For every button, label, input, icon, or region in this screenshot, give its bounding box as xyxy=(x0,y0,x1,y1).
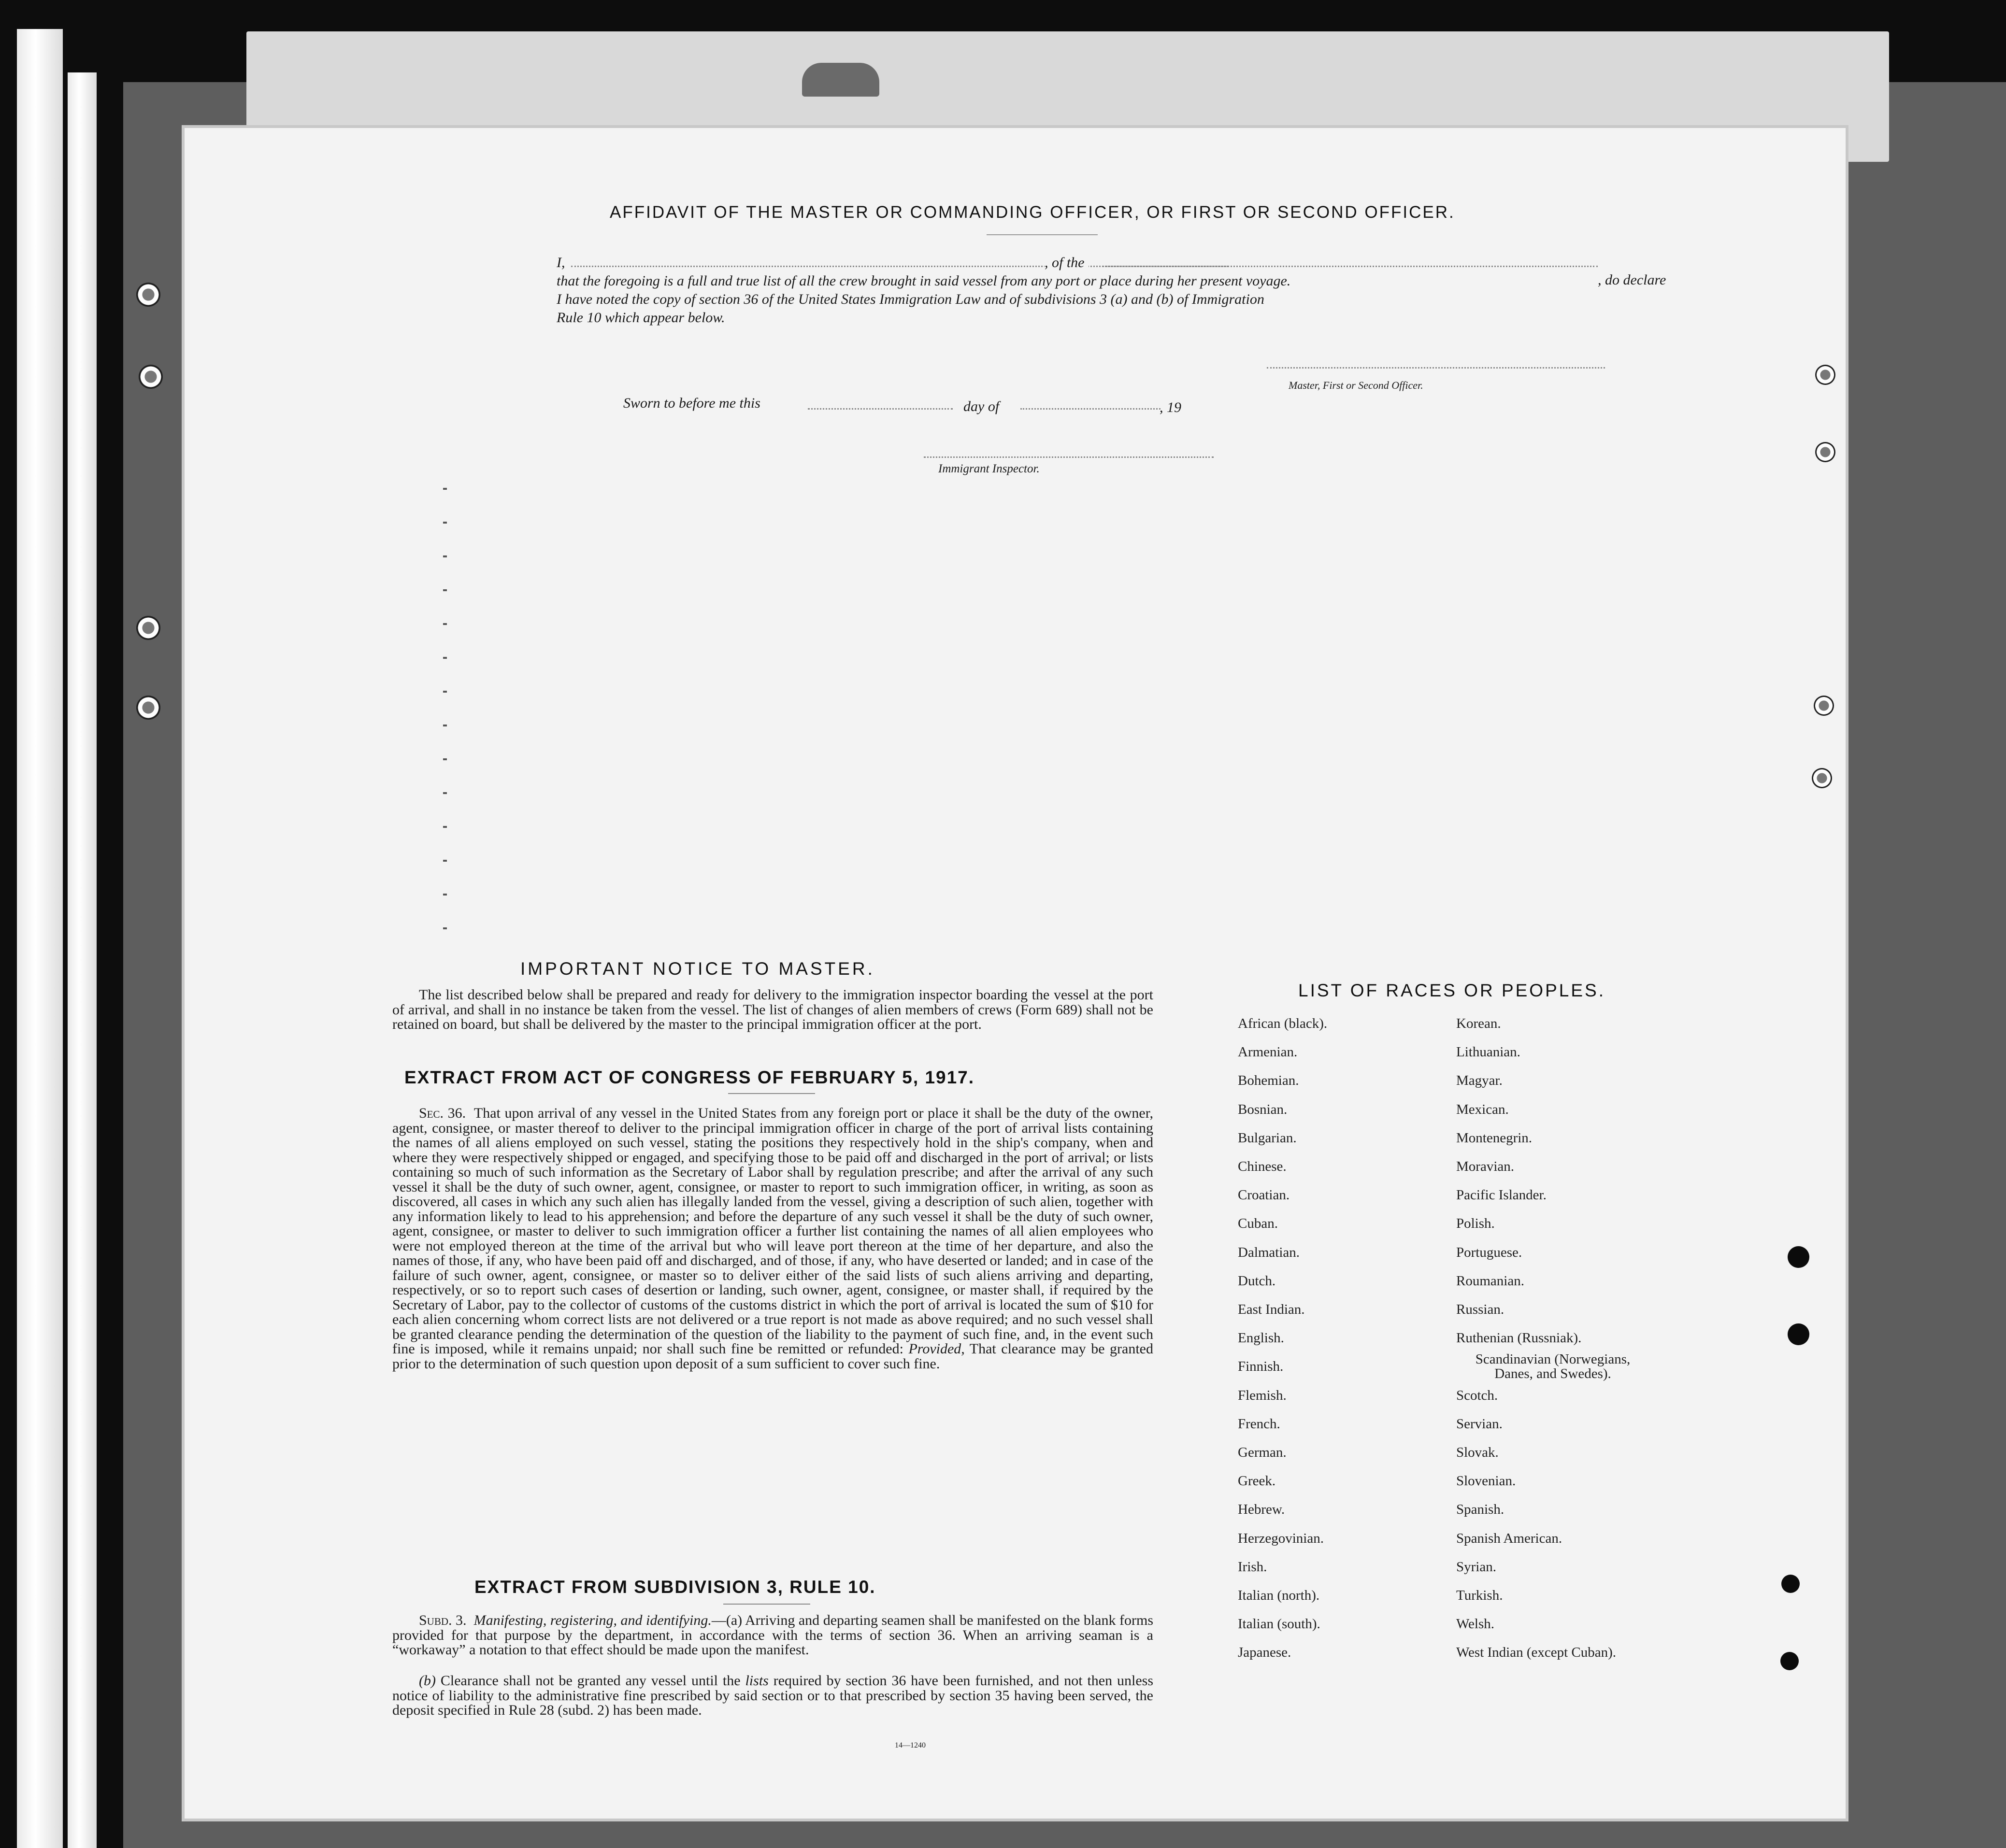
race-item: Lithuanian. xyxy=(1456,1044,1520,1060)
race-item: Hebrew. xyxy=(1238,1502,1285,1518)
part-a-text: Arriving and departing seamen shall be manifested on the blank forms provided for that purpose by the department, in accordance with the terms of section 36. When an arriving seaman is a “workaway” a notation to that effect should be made upon the manifest. xyxy=(392,1612,1153,1658)
race-item: Bosnian. xyxy=(1238,1101,1288,1117)
subd-label: Subd. 3. xyxy=(419,1612,467,1628)
part-a-label: —(a) xyxy=(711,1612,743,1628)
inspector-label: Immigrant Inspector. xyxy=(938,462,1040,475)
race-item: Polish. xyxy=(1456,1216,1495,1232)
race-item: Cuban. xyxy=(1238,1216,1278,1232)
ledger-tick xyxy=(443,826,447,828)
race-item: Pacific Islander. xyxy=(1456,1187,1547,1203)
ledger-tick xyxy=(443,758,447,760)
sworn-day-blank[interactable] xyxy=(808,408,953,410)
race-item: African (black). xyxy=(1238,1016,1328,1031)
race-item: Dutch. xyxy=(1238,1273,1276,1289)
punch-hole xyxy=(1781,1575,1800,1593)
document-page xyxy=(185,128,1846,1819)
ledger-tick xyxy=(443,792,447,794)
punch-hole xyxy=(1814,696,1834,716)
race-item: Greek. xyxy=(1238,1473,1276,1489)
race-item: Moravian. xyxy=(1456,1159,1514,1175)
race-item: East Indian. xyxy=(1238,1302,1305,1318)
ledger-tick xyxy=(443,691,447,693)
vessel-blank[interactable] xyxy=(1103,266,1598,267)
section-rule xyxy=(728,1093,815,1094)
race-item: Chinese. xyxy=(1238,1159,1287,1175)
master-signature-label: Master, First or Second Officer. xyxy=(1289,379,1423,391)
race-item: Mexican. xyxy=(1456,1101,1509,1117)
of-the-label: , of the xyxy=(1045,255,1089,271)
race-item: Irish. xyxy=(1238,1559,1267,1575)
affidavit-title: AFFIDAVIT OF THE MASTER OR COMMANDING OFFICER, OR FIRST OR SECOND OFFICER. xyxy=(610,203,1455,222)
section-36-text xyxy=(392,1106,1153,1371)
part-b-text-1: Clearance shall not be granted any vessel until the xyxy=(440,1673,741,1689)
race-item: Croatian. xyxy=(1238,1187,1290,1203)
ledger-tick xyxy=(443,522,447,524)
race-item: Scotch. xyxy=(1456,1387,1498,1403)
race-item: Herzegovinian. xyxy=(1238,1530,1324,1546)
race-item: English. xyxy=(1238,1330,1284,1346)
race-item: Slovak. xyxy=(1456,1445,1499,1461)
race-item: Flemish. xyxy=(1238,1387,1287,1403)
notice-title: IMPORTANT NOTICE TO MASTER. xyxy=(520,959,875,979)
race-item: Spanish American. xyxy=(1456,1530,1562,1546)
races-title: LIST OF RACES OR PEOPLES. xyxy=(1298,981,1605,1000)
race-item: German. xyxy=(1238,1445,1287,1461)
inspector-signature-blank[interactable] xyxy=(924,456,1214,458)
race-item: Japanese. xyxy=(1238,1645,1291,1661)
ledger-tick xyxy=(443,623,447,625)
part-b-text-2: required by section 36 have been furnished, and not then unless notice of liability to the administrative fine prescribed by said section or to that prescribed by section 35 having been served, the deposit specified in Rule 28 (subd. 2) has been made. xyxy=(392,1673,1154,1718)
notice-text: The list described below shall be prepared and ready for delivery to the immigration inspector boarding the vessel at the port of arrival, and shall in no instance be taken from the vessel. The list of changes of alien members of crews (Form 689) shall not be retained on board, but shall be delivered by the master to the principal immigration officer at the port. xyxy=(392,987,1153,1032)
subd-heading: Manifesting, registering, and identifying. xyxy=(473,1612,712,1628)
ledger-tick xyxy=(443,725,447,726)
race-item: Bohemian. xyxy=(1238,1073,1299,1089)
punch-hole xyxy=(139,365,163,389)
race-item: Magyar. xyxy=(1456,1073,1503,1089)
race-item: Servian. xyxy=(1456,1416,1503,1432)
title-rule xyxy=(987,234,1098,235)
race-item: Roumanian. xyxy=(1456,1273,1524,1289)
provided-label: Provided, xyxy=(908,1341,965,1357)
binder-strip-inner xyxy=(68,72,97,1848)
do-declare-label: , do declare xyxy=(1598,272,1666,288)
race-item: Italian (north). xyxy=(1238,1588,1320,1604)
extract-congress-title: EXTRACT FROM ACT OF CONGRESS OF FEBRUARY 5, 1917. xyxy=(404,1067,975,1087)
subdivision-rule xyxy=(723,1604,810,1605)
ledger-tick xyxy=(443,657,447,659)
race-item: West Indian (except Cuban). xyxy=(1456,1645,1617,1661)
ledger-tick xyxy=(443,860,447,862)
race-item: Scandinavian (Norwegians, Danes, and Swedes). xyxy=(1475,1351,1631,1382)
race-item: Portuguese. xyxy=(1456,1244,1522,1260)
race-item: Welsh. xyxy=(1456,1616,1495,1632)
master-signature-blank[interactable] xyxy=(1267,367,1605,369)
race-item: Montenegrin. xyxy=(1456,1130,1533,1146)
day-of-label: day of xyxy=(963,398,1000,414)
subdivision-a-text xyxy=(392,1613,1153,1658)
subdivision-b-text xyxy=(392,1674,1153,1718)
sworn-label: Sworn to before me this xyxy=(623,395,760,411)
punch-hole xyxy=(136,696,160,720)
sworn-month-blank[interactable] xyxy=(1020,408,1161,410)
ledger-tick xyxy=(443,894,447,896)
section-label: Sec. 36. xyxy=(419,1105,466,1121)
ledger-tick xyxy=(443,589,447,591)
section-36-end: That clearance may be granted prior to the determination of such question upon deposit of a sum sufficient to cover such fine. xyxy=(392,1341,1153,1372)
race-item: Finnish. xyxy=(1238,1359,1284,1375)
race-item: French. xyxy=(1238,1416,1280,1432)
punch-hole xyxy=(1812,768,1832,788)
race-item: Ruthenian (Russniak). xyxy=(1456,1330,1582,1346)
affidavit-line-4: Rule 10 which appear below. xyxy=(557,310,725,326)
punch-hole xyxy=(136,283,160,307)
race-item: Armenian. xyxy=(1238,1044,1298,1060)
form-number: 14—1240 xyxy=(895,1741,926,1749)
part-b-label: (b) xyxy=(419,1673,436,1689)
ledger-tick xyxy=(443,927,447,929)
extract-subdivision-title: EXTRACT FROM SUBDIVISION 3, RULE 10. xyxy=(474,1577,876,1597)
year-label: , 19 xyxy=(1160,399,1181,415)
punch-hole xyxy=(136,616,160,640)
affidavit-line-2: that the foregoing is a full and true list of all the crew brought in said vessel from any port or place during her present voyage. xyxy=(557,273,1291,289)
ledger-tick xyxy=(443,488,447,490)
race-item: Dalmatian. xyxy=(1238,1244,1300,1260)
punch-hole xyxy=(1815,365,1835,385)
races-column-2 xyxy=(1456,1009,1649,1667)
race-item: Italian (south). xyxy=(1238,1616,1320,1632)
race-item: Korean. xyxy=(1456,1016,1501,1031)
races-column-1 xyxy=(1238,1009,1327,1667)
sheet-clip xyxy=(802,63,879,97)
race-item: Slovenian. xyxy=(1456,1473,1516,1489)
punch-hole xyxy=(1788,1323,1809,1345)
affidavit-line-3: I have noted the copy of section 36 of the United States Immigration Law and of subdivisions 3 (a) and (b) of Immigration xyxy=(557,291,1264,307)
punch-hole xyxy=(1788,1246,1809,1268)
race-item: Syrian. xyxy=(1456,1559,1496,1575)
i-label: I, xyxy=(557,255,565,270)
binder-strip-outer xyxy=(17,29,63,1848)
punch-hole xyxy=(1815,442,1835,462)
ledger-tick xyxy=(443,555,447,557)
race-item: Spanish. xyxy=(1456,1502,1504,1518)
part-b-lists: lists xyxy=(745,1673,769,1689)
race-item: Bulgarian. xyxy=(1238,1130,1297,1146)
race-item: Turkish. xyxy=(1456,1588,1503,1604)
punch-hole xyxy=(1780,1652,1799,1670)
race-item: Russian. xyxy=(1456,1302,1504,1318)
section-36-body: That upon arrival of any vessel in the United States from any foreign port or place it shall be the duty of the owner, agent, consignee, or master thereof to deliver to the principal immigration officer in charge of the port of arrival lists containing the names of all aliens employed on such vessel, stating the positions they respectively hold in the ship's company, when and where they were respectively shipped or engaged, and specifying those to be paid off and discharged in the port of arrival; or lists containing so much of such information as the Secretary of Labor shall by regulation prescribe; and after the arrival of any such vessel it shall be the duty of such owner, agent, consignee, or master to report to such immigration officer, in writing, as soon as discovered, all cases in which any such alien has illegally landed from the vessel, giving a description of such alien, together with any information likely to lead to his apprehension; and before the departure of any such vessel it shall be the duty of such owner, agent, consignee, or master to deliver to such immigration officer a further list containing the names of all alien employees who were not employed thereon at the time of the arrival but who will leave port thereon at the time of her departure, and also the names of those, if any, who have been paid off and discharged, and of those, if any, who have deserted or landed; and in case of the failure of such owner, agent, consignee, or master so to deliver either of the said lists of such aliens arriving and departing, respectively, or so to report such cases of desertion or landing, such owner, agent, consignee, or master shall, if required by the Secretary of Labor, pay to the collector of customs of the customs district in which the port of arrival is located the sum of $10 for each alien concerning whom correct lists are not delivered or a true report is not made as above required; and no such vessel shall be granted clearance pending the determination of the question of the liability to the payment of such fine, and, in the event such fine is imposed, while it remains unpaid; nor shall such fine be remitted or refunded: xyxy=(392,1105,1153,1357)
